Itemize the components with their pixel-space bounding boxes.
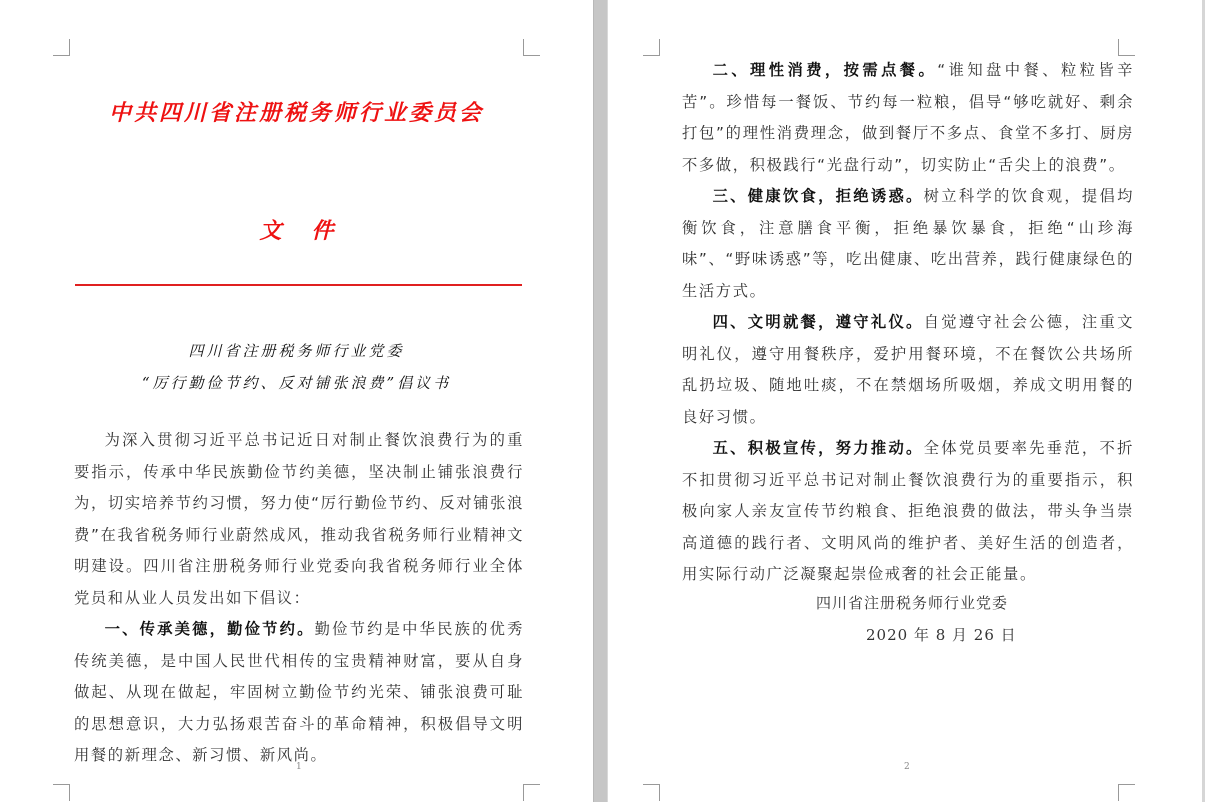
page2-body [682,55,1134,591]
section-5-paragraph [682,433,1134,591]
proposal-title: “厉行勤俭节约、反对铺张浪费”倡议书 [141,374,452,392]
issuer-heading: 四川省注册税务师行业党委 [188,342,405,360]
section-2-heading: 二、理性消费，按需点餐。 [712,61,938,79]
crop-mark-top-left [643,39,660,56]
crop-mark-bottom-left [643,784,660,801]
crop-mark-top-right [1118,39,1135,56]
signoff-organization: 四川省注册税务师行业党委 [816,594,1009,612]
section-5-heading: 五、积极宣传，努力推动。 [712,439,924,457]
crop-mark-top-left [53,39,70,56]
section-3-paragraph [682,181,1134,307]
section-2-text: “谁知盘中餐、粒粒皆辛苦”。珍惜每一餐饭、节约每一粒粮，倡导“够吃就好、剩余打包”的理性消费理念，做到餐厅不多点、食堂不多打、厨房不多做，积极践行“光盘行动”，切实防止“舌尖上的浪费”。 [682,61,1135,174]
document-page-1 [0,0,593,802]
section-3-text: 树立科学的饮食观，提倡均衡饮食，注意膳食平衡，拒绝暴饮暴食，拒绝“山珍海味”、“野味诱惑”等，吃出健康、吃出营养，践行健康绿色的生活方式。 [682,187,1134,300]
section-1-paragraph [74,614,524,772]
intro-paragraph: 为深入贯彻习近平总书记近日对制止餐饮浪费行为的重要指示，传承中华民族勤俭节约美德，坚决制止铺张浪费行为，切实培养节约习惯，努力使“厉行勤俭节约、反对铺张浪费”在我省税务师行业蔚然成风，推动我省税务师行业精神文明建设。四川省注册税务师行业党委向我省税务师行业全体党员和从业人员发出如下倡议： [74,431,524,607]
red-divider [75,284,522,286]
section-5-text: 全体党员要率先垂范，不折不扣贯彻习近平总书记对制止餐饮浪费行为的重要指示，积极向家人亲友宣传节约粮食、拒绝浪费的做法，带头争当崇高道德的践行者、文明风尚的维护者、美好生活的创造者，用实际行动广泛凝聚起崇俭戒奢的社会正能量。 [682,439,1134,583]
section-4-text: 自觉遵守社会公德，注重文明礼仪，遵守用餐秩序，爱护用餐环境，不在餐饮公共场所乱扔垃圾、随地吐痰，不在禁烟场所吸烟，养成文明用餐的良好习惯。 [682,313,1134,426]
document-label: 文件 [259,218,364,244]
crop-mark-bottom-left [53,784,70,801]
document-page-2 [608,0,1205,802]
section-2-paragraph [682,55,1134,181]
section-3-heading: 三、健康饮食，拒绝诱惑。 [712,187,924,205]
page1-body [74,425,524,772]
page-number: 1 [296,762,302,772]
crop-mark-bottom-right [1118,784,1135,801]
page-number: 2 [904,762,910,772]
signoff-date: 2020 年 8 月 26 日 [866,626,1017,644]
section-4-heading: 四、文明就餐，遵守礼仪。 [712,313,924,331]
section-1-text: 勤俭节约是中华民族的优秀传统美德，是中国人民世代相传的宝贵精神财富，要从自身做起、从现在做起，牢固树立勤俭节约光荣、铺张浪费可耻的思想意识，大力弘扬艰苦奋斗的革命精神，积极倡导文明用餐的新理念、新习惯、新风尚。 [74,620,525,764]
page-gap [593,0,608,802]
section-1-heading: 一、传承美德，勤俭节约。 [104,620,315,638]
org-title: 中共四川省注册税务师行业委员会 [108,100,484,126]
section-4-paragraph [682,307,1134,433]
crop-mark-top-right [523,39,540,56]
crop-mark-bottom-right [523,784,540,801]
